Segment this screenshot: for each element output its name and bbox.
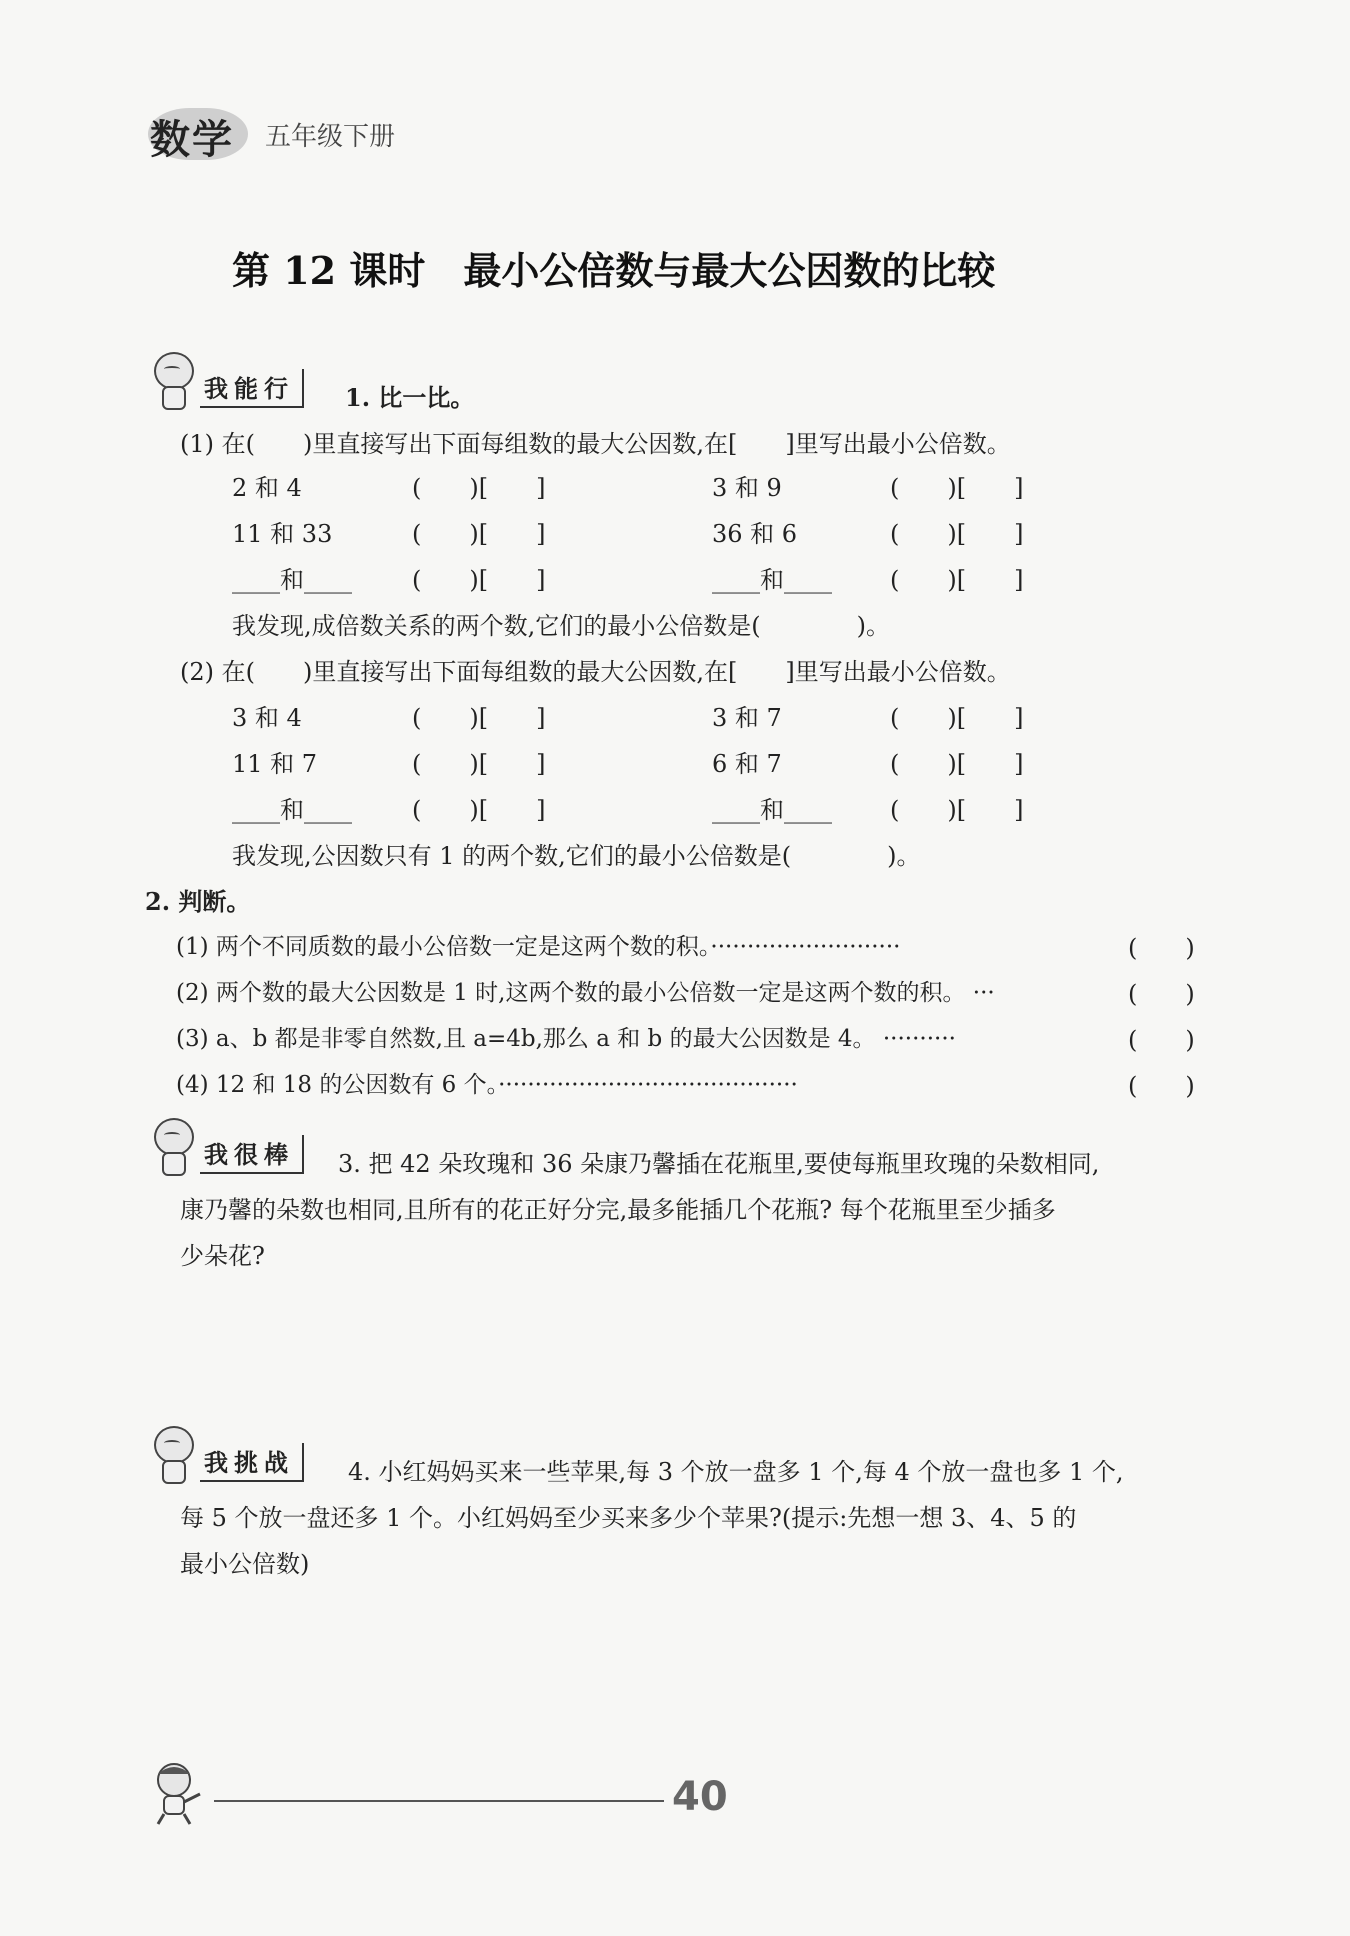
p2-row1-right-answer[interactable]: ( )[ ] [890,704,1024,732]
p2-row3-right-answer[interactable]: ( )[ ] [890,796,1024,824]
p1-row1-left-answer[interactable]: ( )[ ] [412,474,546,502]
lesson-title: 第 12 课时 最小公倍数与最大公因数的比较 [232,248,996,293]
p1-row2-left: 11 和 33 [232,520,333,548]
q3-line-3: 少朵花? [180,1242,265,1270]
p1-row2-right-answer[interactable]: ( )[ ] [890,520,1024,548]
subject-title: 数学 [150,117,234,163]
q2-item-2-answer[interactable]: ( ) [1128,980,1195,1008]
q4-line-3: 最小公倍数) [180,1550,310,1578]
p1-instruction: (1) 在( )里直接写出下面每组数的最大公因数,在[ ]里写出最小公倍数。 [180,430,1011,458]
p2-row3-left[interactable]: ____和____ [232,796,352,824]
p1-row3-right[interactable]: ____和____ [712,566,832,594]
q4-line-1: 4. 小红妈妈买来一些苹果,每 3 个放一盘多 1 个,每 4 个放一盘也多 1 个, [348,1458,1124,1486]
p1-row2-right: 36 和 6 [712,520,798,548]
mascot-icon [148,352,196,408]
p2-row2-left: 11 和 7 [232,750,318,778]
q4-answer-area[interactable] [180,1600,1200,1750]
p1-row1-right: 3 和 9 [712,474,782,502]
p2-row2-right: 6 和 7 [712,750,782,778]
badge-wo-neng-xing [148,352,304,408]
p2-discovery: 我发现,公因数只有 1 的两个数,它们的最小公倍数是( )。 [232,842,921,870]
q2-title: 2. 判断。 [145,887,251,916]
p1-row3-left[interactable]: ____和____ [232,566,352,594]
p2-row2-left-answer[interactable]: ( )[ ] [412,750,546,778]
q3-line-1: 3. 把 42 朵玫瑰和 36 朵康乃馨插在花瓶里,要使每瓶里玫瑰的朵数相同, [338,1150,1100,1178]
badge-label: 我能行 [200,369,304,408]
p1-row1-left: 2 和 4 [232,474,302,502]
p1-row3-right-answer[interactable]: ( )[ ] [890,566,1024,594]
badge-wo-hen-bang [148,1118,304,1174]
p2-row1-right: 3 和 7 [712,704,782,732]
q3-answer-area[interactable] [180,1290,1200,1410]
footer-mascot-icon [146,1760,206,1826]
p2-instruction: (2) 在( )里直接写出下面每组数的最大公因数,在[ ]里写出最小公倍数。 [180,658,1011,686]
p2-row2-right-answer[interactable]: ( )[ ] [890,750,1024,778]
q4-line-2: 每 5 个放一盘还多 1 个。小红妈妈至少买来多少个苹果?(提示:先想一想 3、4、5 的 [180,1504,1077,1532]
q3-line-2: 康乃馨的朵数也相同,且所有的花正好分完,最多能插几个花瓶? 每个花瓶里至少插多 [180,1196,1056,1224]
page-number: 40 [672,1774,728,1820]
q1-title: 1. 比一比。 [345,383,475,412]
p1-row1-right-answer[interactable]: ( )[ ] [890,474,1024,502]
footer-rule [214,1800,664,1802]
mascot-icon [148,1118,196,1174]
badge-label: 我挑战 [200,1443,304,1482]
badge-label: 我很棒 [200,1135,304,1174]
q2-item-4: (4) 12 和 18 的公因数有 6 个。········································· [176,1072,798,1098]
q2-item-2: (2) 两个数的最大公因数是 1 时,这两个数的最小公倍数一定是这两个数的积。 ··· [176,980,995,1006]
p1-discovery: 我发现,成倍数关系的两个数,它们的最小公倍数是( )。 [232,612,890,640]
q2-item-3-answer[interactable]: ( ) [1128,1026,1195,1054]
p2-row3-left-answer[interactable]: ( )[ ] [412,796,546,824]
p1-row2-left-answer[interactable]: ( )[ ] [412,520,546,548]
mascot-icon [148,1426,196,1482]
q2-item-4-answer[interactable]: ( ) [1128,1072,1195,1100]
badge-wo-tiao-zhan [148,1426,304,1482]
q2-item-3: (3) a、b 都是非零自然数,且 a=4b,那么 a 和 b 的最大公因数是 4。 ·········· [176,1026,956,1052]
p2-row1-left-answer[interactable]: ( )[ ] [412,704,546,732]
grade-label: 五年级下册 [265,122,396,152]
p2-row1-left: 3 和 4 [232,704,302,732]
p2-row3-right[interactable]: ____和____ [712,796,832,824]
p1-row3-left-answer[interactable]: ( )[ ] [412,566,546,594]
q2-item-1-answer[interactable]: ( ) [1128,934,1195,962]
q2-item-1: (1) 两个不同质数的最小公倍数一定是这两个数的积。·························· [176,934,901,960]
